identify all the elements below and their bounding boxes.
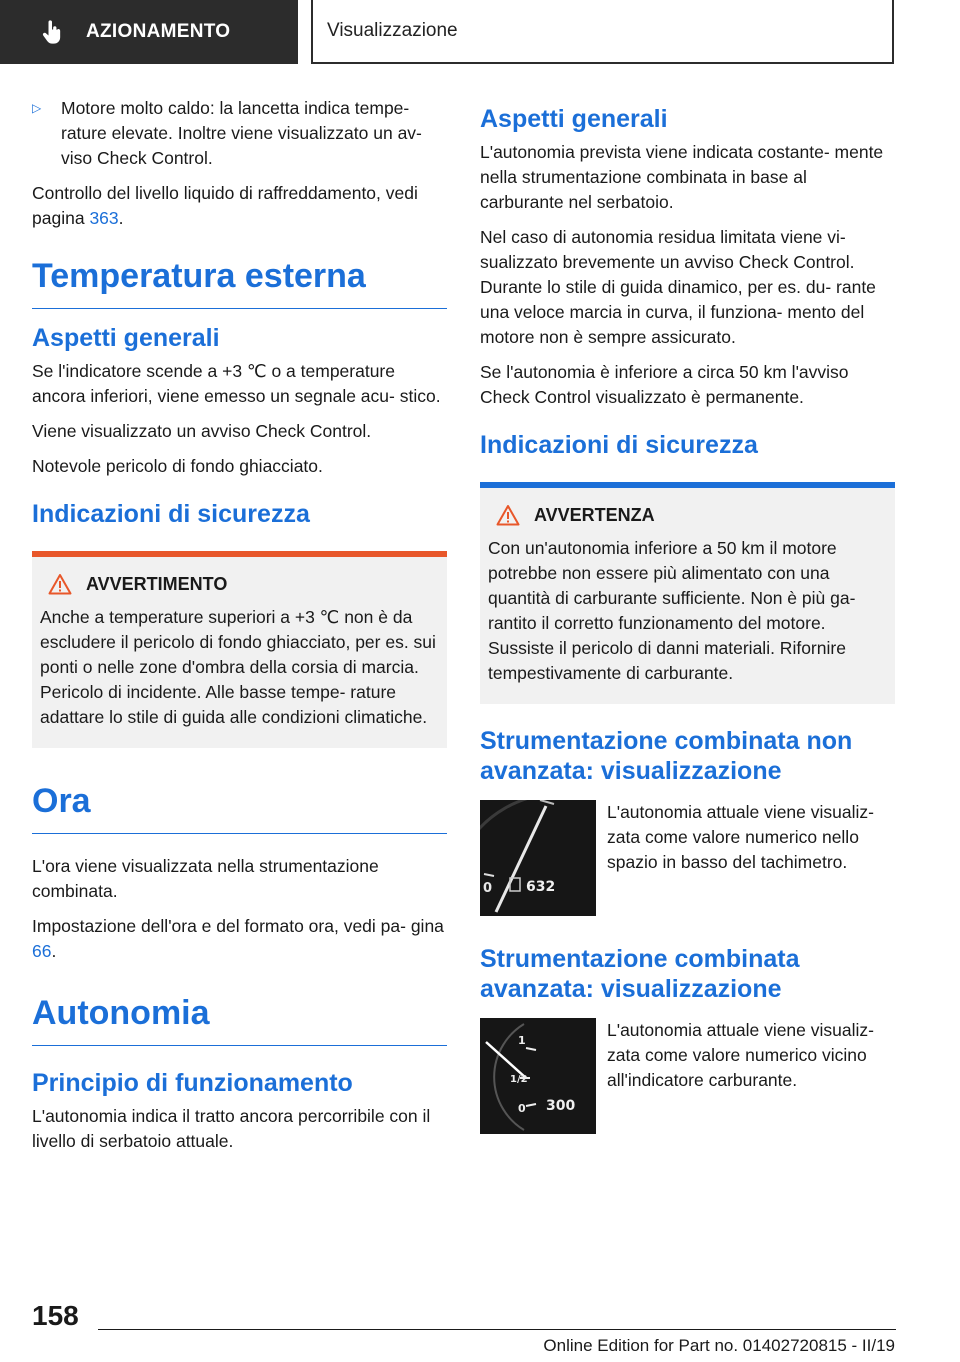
- warning-triangle-icon: [48, 573, 72, 595]
- page-footer: [0, 1290, 960, 1362]
- fuel-empty-label: 0: [518, 1102, 526, 1115]
- chapter-tab[interactable]: [0, 0, 298, 64]
- subsection-heading: Principio di funzionamento: [32, 1069, 353, 1097]
- page-link[interactable]: 363: [89, 208, 119, 228]
- chapter-label: AZIONAMENTO: [86, 21, 231, 42]
- figure-caption: L'autonomia attuale viene visualiz- zata come valore numerico vicino all'indicatore carburante.: [607, 1020, 874, 1090]
- section-heading: Ora: [32, 782, 447, 834]
- subsection-heading: Strumentazione combinata avanzata: visualizzazione: [480, 945, 800, 1003]
- paragraph: L'ora viene visualizzata nella strumentazione combinata.: [32, 856, 379, 901]
- paragraph: Impostazione dell'ora e del formato ora, vedi pa- gina 66.: [32, 916, 444, 961]
- paragraph: Se l'indicatore scende a +3 ℃ o a temperature ancora inferiori, viene emesso un segnale acu- stico.: [32, 361, 441, 406]
- section-heading: Temperatura esterna: [32, 257, 447, 309]
- triangle-bullet-icon: ▷: [32, 101, 42, 115]
- edition-note: Online Edition for Part no. 01402720815 - II/19: [543, 1336, 895, 1355]
- fuel-gauge-range-image: [480, 1018, 596, 1134]
- right-column: [480, 96, 895, 1134]
- subsection-heading: Strumentazione combinata non avanzata: visualizzazione: [480, 727, 853, 785]
- figure-row: [480, 800, 895, 916]
- footer-divider: [98, 1329, 896, 1330]
- paragraph: L'autonomia indica il tratto ancora percorribile con il livello di serbatoio attuale.: [32, 1106, 431, 1151]
- warning-box: [32, 551, 447, 748]
- range-readout: 300: [546, 1098, 576, 1114]
- page-number: 158: [32, 1300, 79, 1331]
- list-item-text: Motore molto caldo: la lancetta indica tempe- rature elevate. Inoltre viene visualizzato un av- viso Check Control.: [61, 98, 422, 168]
- caution-title: [488, 504, 887, 526]
- section-heading: Autonomia: [32, 994, 447, 1046]
- warning-text: Anche a temperature superiori a +3 ℃ non è da escludere il pericolo di fondo ghiacciato, per es. sui ponti o nelle zone d'ombra della corsia di marcia. Pericolo di incidente. Alle basse tempe- rature adattare lo stile di guida alle condizioni climatiche.: [40, 607, 436, 727]
- caution-title-text: AVVERTENZA: [534, 504, 655, 525]
- section-title: Visualizzazione: [311, 0, 894, 64]
- figure-caption: L'autonomia attuale viene visualiz- zata come valore numerico nello spazio in basso del tachimetro.: [607, 802, 874, 872]
- caution-text: Con un'autonomia inferiore a 50 km il motore potrebbe non essere più alimentato con una quantità di carburante sufficiente. Non è più ga- rantito il corretto funzionamento del motore. Sussiste il pericolo di danni materiali. Rifornire tempestivamente di carburante.: [488, 538, 856, 683]
- paragraph: L'autonomia prevista viene indicata costante- mente nella strumentazione combinata in base al carburante nel serbatoio.: [480, 142, 884, 212]
- paragraph: Se l'autonomia è inferiore a circa 50 km l'avviso Check Control visualizzato è permanente.: [480, 362, 849, 407]
- page-header: [0, 0, 960, 66]
- warning-title-text: AVVERTIMENTO: [86, 573, 228, 594]
- paragraph-text: Controllo del livello liquido di raffreddamento, vedi pagina: [32, 183, 418, 228]
- left-column: [32, 96, 447, 1164]
- page-link[interactable]: 66: [32, 941, 52, 961]
- list-item: [32, 96, 447, 171]
- speedometer-range-image: [480, 800, 596, 916]
- speed-zero-label: 0: [483, 881, 493, 896]
- paragraph: Nel caso di autonomia residua limitata viene vi- sualizzato brevemente un avviso Check Control. Durante lo stile di guida dinamico, per es. du- rante una veloce marcia in curva, il funziona- mento del motore non è sempre assicurato.: [480, 227, 876, 347]
- range-readout: 632: [526, 879, 556, 895]
- fuel-half-label: 1/2: [510, 1074, 528, 1085]
- fuel-full-label: 1: [518, 1034, 526, 1047]
- subsection-heading: Aspetti generali: [32, 324, 220, 352]
- paragraph: Notevole pericolo di fondo ghiacciato.: [32, 456, 323, 476]
- subsection-heading: Aspetti generali: [480, 105, 668, 133]
- warning-title: [40, 573, 439, 595]
- paragraph-text: Impostazione dell'ora e del formato ora, vedi pa- gina: [32, 916, 444, 936]
- paragraph: Controllo del livello liquido di raffreddamento, vedi pagina 363.: [32, 183, 418, 228]
- hand-pointer-icon: [38, 18, 66, 46]
- subsection-heading: Indicazioni di sicurezza: [32, 500, 310, 528]
- figure-row: [480, 1018, 895, 1134]
- warning-triangle-icon: [496, 504, 520, 526]
- paragraph: Viene visualizzato un avviso Check Control.: [32, 421, 372, 441]
- subsection-heading: Indicazioni di sicurezza: [480, 431, 758, 459]
- caution-box: [480, 482, 895, 704]
